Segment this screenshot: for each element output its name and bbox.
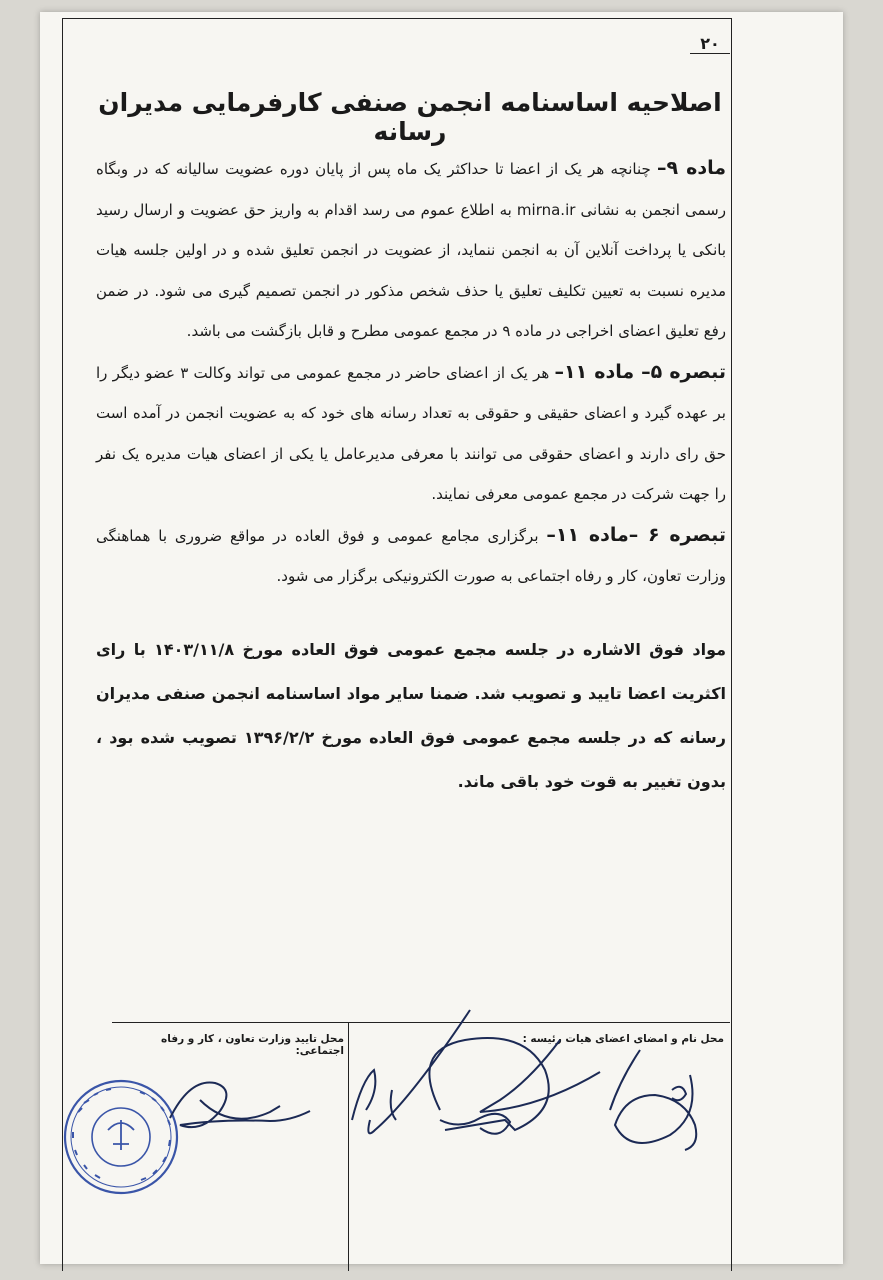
article-heading: تبصره ۵– ماده ۱۱– bbox=[554, 360, 726, 383]
board-signatures bbox=[352, 1010, 696, 1150]
article-text-part1: چنانچه هر یک از اعضا تا حداکثر یک ماه پس از پایان دوره عضویت سالیانه که در وبگاه رسمی انجمن به نشانی bbox=[96, 160, 726, 219]
article-text-part2: به اطلاع عموم می رسد اقدام به واریز حق عضویت و ارسال رسید بانکی یا پرداخت آنلاین آن به انجمن ننماید، از عضویت در انجمن تعلیق شده و در اولین جلسه هیات مدیره نسبت به تعیین تکلیف تعلیق یا حذف شخص مذکور در انجمن تصمیم گیری می شود. در ضمن رفع تعلیق اعضای اخراجی در ماده ۹ در مجمع عمومی مطرح و قابل بازگشت می باشد. bbox=[96, 200, 726, 340]
board-signature-label: محل نام و امضای اعضای هیات رئیسه : bbox=[522, 1033, 724, 1045]
ministry-approval-label: محل تایید وزارت تعاون ، کار و رفاه اجتماعی: bbox=[161, 1033, 344, 1057]
article-text: هر یک از اعضای حاضر در مجمع عمومی می تواند وکالت ۳ عضو دیگر را بر عهده گیرد و اعضای حقیقی و حقوقی به تعداد رسانه های خود که به عضویت انجمن در آمده است حق رای دارند و اعضای حقوقی می توانند با معرفی مدیرعامل یا یکی از اعضای هیات مدیره یک نفر را جهت شرکت در مجمع عمومی معرفی نمایند. bbox=[96, 363, 726, 503]
ministry-signature bbox=[170, 1082, 310, 1127]
article-heading: ماده ۹– bbox=[656, 157, 726, 179]
closing-paragraph: مواد فوق الاشاره در جلسه مجمع عمومی فوق العاده مورخ ۱۴۰۳/۱۱/۸ با رای اکثریت اعضا تایید و تصویب شد. ضمنا سایر مواد اساسنامه انجمن صنفی مدیران رسانه که در جلسه مجمع عمومی فوق العاده مورخ ۱۳۹۶/۲/۲ تصویب شده بود ، بدون تغییر به قوت خود باقی ماند. bbox=[96, 640, 726, 791]
article-text: برگزاری مجامع عمومی و فوق العاده در مواقع ضروری با هماهنگی وزارت تعاون، کار و رفاه اجتماعی به صورت الکترونیکی برگزار می شود. bbox=[96, 526, 726, 585]
page-number: ۲۰ bbox=[690, 34, 730, 54]
ministry-stamp bbox=[65, 1081, 177, 1193]
document-title: اصلاحیه اساسنامه انجمن صنفی کارفرمایی مدیران رسانه bbox=[98, 88, 722, 146]
article-heading: تبصره ۶ –ماده ۱۱– bbox=[546, 523, 726, 546]
website-domain: mirna.ir bbox=[516, 200, 576, 219]
